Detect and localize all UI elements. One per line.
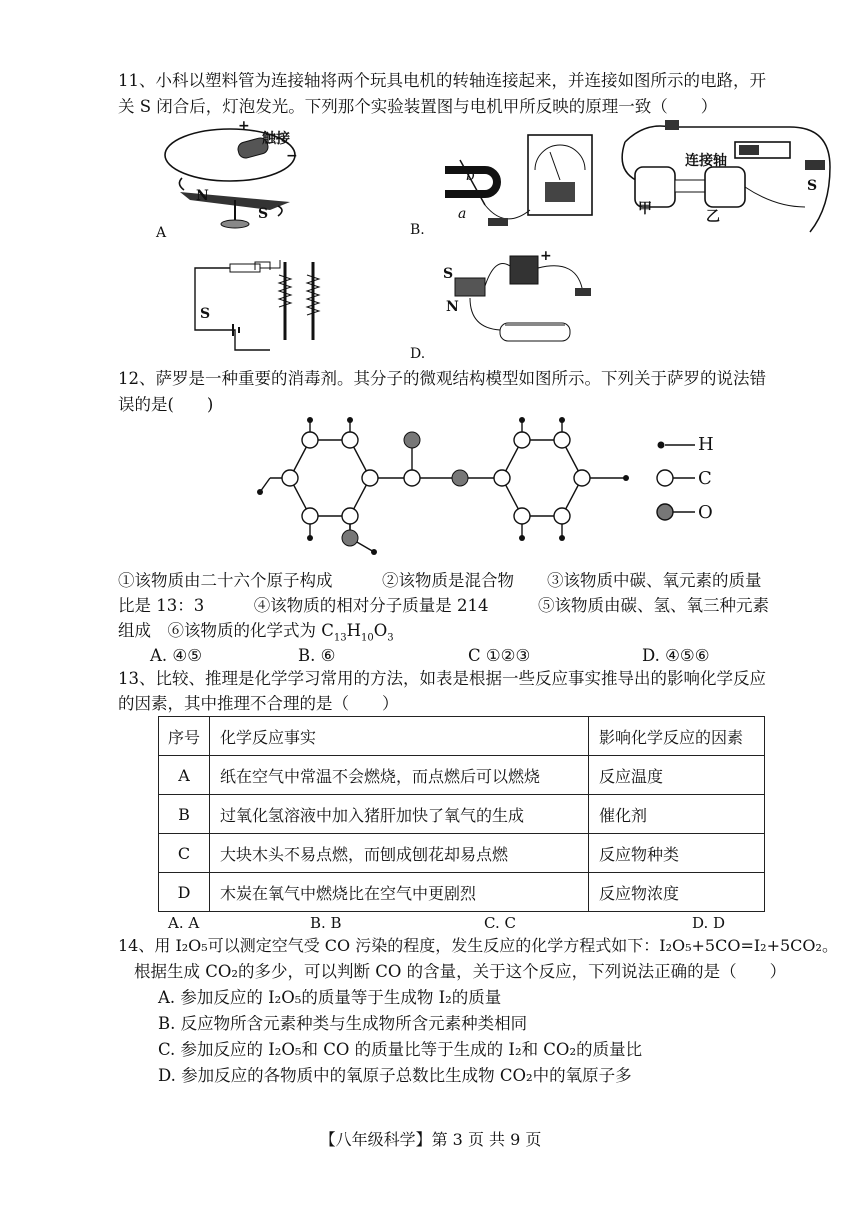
legend-h-label: H [698, 434, 714, 455]
row-index: A [159, 756, 210, 795]
header-index: 序号 [159, 717, 210, 756]
row-factor: 反应温度 [589, 756, 765, 795]
q14-option-b: B. 反应物所含元素种类与生成物所含元素种类相同 [158, 1014, 528, 1033]
row-index: B [159, 795, 210, 834]
row-factor: 催化剂 [589, 795, 765, 834]
q13-line1: 13、比较、推理是化学学习常用的方法，如表是根据一些反应事实推导出的影响化学反应 [118, 669, 766, 688]
q14-option-a: A. 参加反应的 I₂O₅的质量等于生成物 I₂的质量 [158, 988, 502, 1007]
q14-option-d: D. 参加反应的各物质中的氧原子总数比生成物 CO₂中的氧原子多 [158, 1066, 632, 1085]
q14-line1: 14、用 I₂O₅可以测定空气受 CO 污染的程度，发生反应的化学方程式如下：I₂O₅+5CO=I₂+5CO₂。 [118, 936, 838, 955]
q11-line1: 11、小科以塑料管为连接轴将两个玩具电机的转轴连接起来，并连接如图所示的电路，开 [118, 71, 766, 90]
main-jia-label: 甲 [638, 201, 652, 217]
fig-b-a-label: a [458, 206, 467, 222]
fig-d-s-label: S [443, 266, 454, 282]
table-row [159, 756, 765, 795]
fig-a-minus-label: − [286, 148, 298, 164]
q14-line2: 根据生成 CO₂的多少，可以判断 CO 的含量，关于这个反应，下列说法正确的是（ ） [134, 962, 787, 981]
q12-line2: 误的是( ) [118, 395, 214, 414]
q11-line2: 关 S 闭合后，灯泡发光。下列那个实验装置图与电机甲所反映的原理一致（ ） [118, 97, 718, 116]
q13-option-d: D. D [692, 914, 726, 932]
fig-b-b-label: b [466, 168, 475, 184]
fig-a-plus-label: + [238, 118, 250, 134]
page-footer: 【八年级科学】第 3 页 共 9 页 [319, 1130, 542, 1149]
figure-b-galvanometer [440, 130, 600, 240]
q12-option-c: C ①②③ [468, 646, 531, 665]
option-b-label: B. [410, 222, 425, 238]
fig-c-s-label: S [200, 306, 211, 322]
figure-c-electromagnet-circuit [185, 250, 335, 360]
salol-molecule-model [250, 420, 630, 560]
row-factor: 反应物种类 [589, 834, 765, 873]
row-fact: 过氧化氢溶液中加入猪肝加快了氧气的生成 [210, 795, 589, 834]
q12-statements-line3: 组成 ⑥该物质的化学式为 $C_{13}H_{10}O_3$ [118, 621, 394, 644]
fig-a-contact-label: 触接 [262, 131, 290, 147]
q12-option-d: D. ④⑤⑥ [642, 646, 710, 665]
row-factor: 反应物浓度 [589, 873, 765, 912]
main-yi-label: 乙 [706, 209, 720, 225]
figure-main-motors [615, 112, 840, 237]
fig-d-n-label: N [446, 299, 459, 315]
fig-d-plus-label: + [540, 248, 552, 264]
q12-statements-line1: ①该物质由二十六个原子构成 ②该物质是混合物 ③该物质中碳、氧元素的质量 [118, 571, 762, 590]
table-row [159, 834, 765, 873]
main-s-label: S [807, 178, 818, 194]
fig-a-s-label: S [258, 206, 269, 222]
main-axis-label: 连接轴 [685, 153, 727, 169]
option-a-label: A [156, 225, 167, 241]
q13-option-b: B. B [310, 914, 342, 932]
table-row [159, 795, 765, 834]
row-index: C [159, 834, 210, 873]
q14-option-c: C. 参加反应的 I₂O₅和 CO 的质量比等于生成的 I₂和 CO₂的质量比 [158, 1040, 643, 1059]
table-row [159, 873, 765, 912]
legend-o-label: O [698, 502, 713, 523]
q13-line2: 的因素，其中推理不合理的是（ ） [118, 694, 399, 713]
row-fact: 大块木头不易点燃，而刨成刨花却易点燃 [210, 834, 589, 873]
legend-c-label: C [698, 468, 712, 489]
q12-statements-line2: 比是 13：3 ④该物质的相对分子质量是 214 ⑤该物质由碳、氢、氧三种元素 [118, 596, 769, 615]
row-index: D [159, 873, 210, 912]
option-d-label: D. [410, 346, 426, 362]
q12-line1: 12、萨罗是一种重要的消毒剂。其分子的微观结构模型如图所示。下列关于萨罗的说法错 [118, 369, 766, 388]
row-fact: 纸在空气中常温不会燃烧，而点燃后可以燃烧 [210, 756, 589, 795]
q13-option-c: C. C [484, 914, 516, 932]
q13-option-a: A. A [168, 914, 200, 932]
row-fact: 木炭在氧气中燃烧比在空气中更剧烈 [210, 873, 589, 912]
q12-option-a: A. ④⑤ [150, 646, 202, 665]
fig-a-n-label: N [196, 188, 209, 204]
header-factor: 影响化学反应的因素 [589, 717, 765, 756]
figure-d-coil-battery [440, 248, 610, 358]
table-header-row [159, 717, 765, 756]
header-fact: 化学反应事实 [210, 717, 589, 756]
q12-option-b: B. ⑥ [298, 646, 336, 665]
reaction-factors-table [158, 716, 765, 912]
